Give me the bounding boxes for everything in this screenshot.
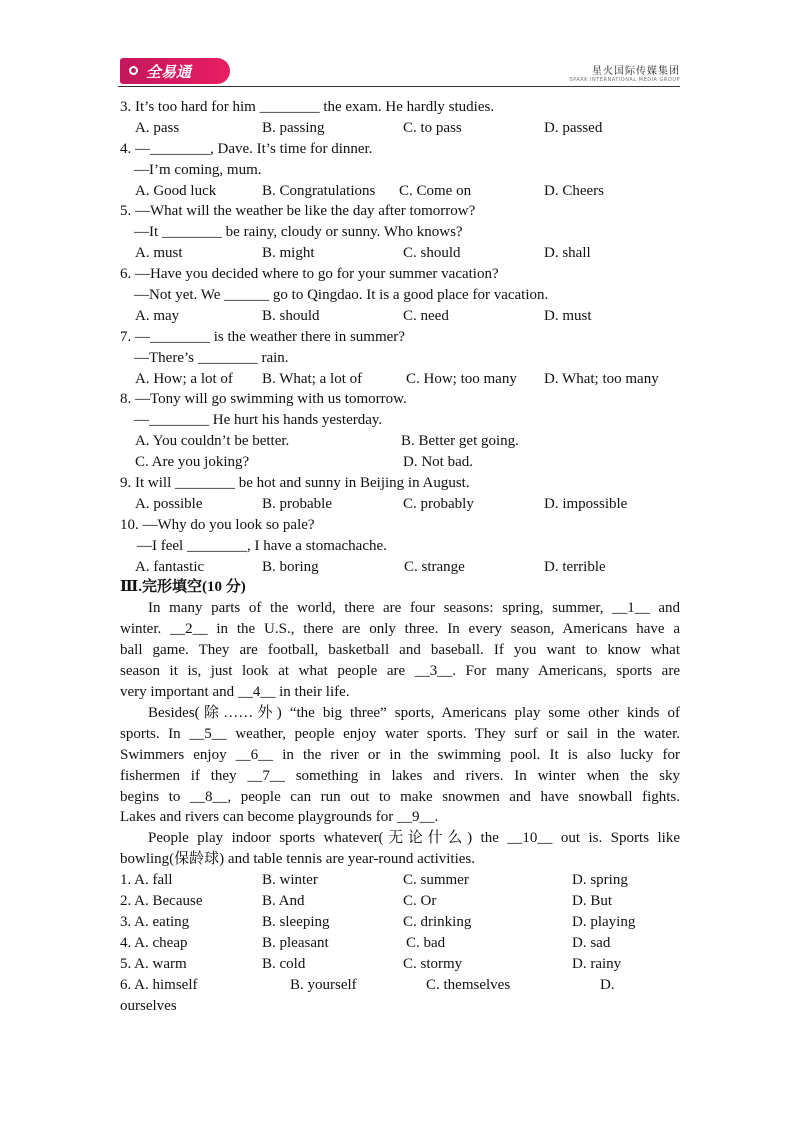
option-row <box>120 369 680 390</box>
passage-line: People play indoor sports whatever(无论什么) the __10__ out is. Sports like <box>148 830 680 847</box>
answer-option: B. And <box>262 893 305 910</box>
answer-row <box>120 912 680 933</box>
answer-option: D. <box>600 976 615 993</box>
option: C. to pass <box>403 119 462 136</box>
answer-option: 2. A. Because <box>120 893 203 910</box>
question-stem: 10. —Why do you look so pale? <box>120 516 315 533</box>
option: D. must <box>544 307 592 324</box>
passage-line: winter. __2__ in the U.S., there are only three. In every season, Americans have a <box>120 621 680 638</box>
question-stem: —________ He hurt his hands yesterday. <box>134 412 383 429</box>
question-stem: 8. —Tony will go swimming with us tomorrow. <box>120 391 407 408</box>
option: C. probably <box>403 495 474 512</box>
passage-line: fishermen if they __7__ something in lakes and rivers. In winter when the sky <box>120 767 680 784</box>
option: A. pass <box>135 119 180 136</box>
logo-circle-icon <box>129 66 138 75</box>
option: B. passing <box>262 119 325 136</box>
answer-option: C. stormy <box>403 955 463 972</box>
option-row <box>120 181 680 202</box>
option: B. Better get going. <box>401 433 519 450</box>
question-stem: 5. —What will the weather be like the day after tomorrow? <box>120 203 476 220</box>
answer-option: B. sleeping <box>262 913 330 930</box>
question-stem: 7. —________ is the weather there in summer? <box>120 328 405 345</box>
option: A. possible <box>135 495 203 512</box>
brand-logo <box>120 58 230 84</box>
passage-line: season it is, just look at what people are __3__. For many Americans, sports are <box>120 663 680 680</box>
option: A. How; a lot of <box>135 370 233 387</box>
exercise-content <box>120 97 680 1016</box>
publisher-name-en: SPARK INTERNATIONAL MEDIA GROUP <box>569 77 680 83</box>
question-stem: 3. It’s too hard for him ________ the exam. He hardly studies. <box>120 99 495 115</box>
answer-option: C. bad <box>406 934 446 951</box>
answer-option: 3. A. eating <box>120 913 190 930</box>
option-row <box>120 557 680 578</box>
option: A. You couldn’t be better. <box>135 433 290 450</box>
answer-continuation: ourselves <box>120 997 177 1014</box>
passage-line: sports. In __5__ weather, people enjoy water sports. They surf or sail in the water. <box>120 725 680 742</box>
option: D. terrible <box>544 558 606 575</box>
passage-line: Lakes and rivers can become playgrounds for __9__. <box>120 809 439 826</box>
question-stem: —There’s ________ rain. <box>134 349 289 366</box>
option: B. What; a lot of <box>262 370 363 387</box>
question-stem: —I feel ________, I have a stomachache. <box>137 537 387 554</box>
answer-row <box>120 975 680 996</box>
option: B. might <box>262 245 315 262</box>
page-header <box>120 56 680 88</box>
option: D. What; too many <box>544 370 659 387</box>
option-row <box>120 118 680 139</box>
answer-option: 1. A. fall <box>120 872 173 889</box>
option: C. should <box>403 245 461 262</box>
question-stem: —It ________ be rainy, cloudy or sunny. Who knows? <box>134 224 463 241</box>
answer-option: D. sad <box>572 934 611 951</box>
question-stem: 6. —Have you decided where to go for your summer vacation? <box>120 266 499 283</box>
option-row <box>120 306 680 327</box>
answer-option: 4. A. cheap <box>120 934 188 951</box>
logo-text: 全易通 <box>146 63 192 81</box>
answer-option: D. playing <box>572 913 636 930</box>
passage-line: Swimmers enjoy __6__ in the river or in the swimming pool. It is also lucky for <box>120 746 680 763</box>
answer-option: D. spring <box>572 872 628 889</box>
passage-line: very important and __4__ in their life. <box>120 684 350 700</box>
option: A. may <box>135 307 180 324</box>
answer-option: C. themselves <box>426 976 511 993</box>
answer-row <box>120 870 680 891</box>
passage-line: ball game. They are football, basketball and baseball. If you want to know what <box>120 642 680 659</box>
option: B. boring <box>262 558 319 575</box>
option: A. must <box>135 245 183 262</box>
option: C. strange <box>404 558 465 575</box>
answer-option: 6. A. himself <box>120 976 198 993</box>
answer-option: B. winter <box>262 872 318 889</box>
publisher-name-cn: 星火国际传媒集团 <box>592 66 680 77</box>
question-stem: 9. It will ________ be hot and sunny in Beijing in August. <box>120 475 470 492</box>
option-row <box>120 452 680 473</box>
passage-line: In many parts of the world, there are four seasons: spring, summer, __1__ and <box>148 600 680 617</box>
answer-row <box>120 954 680 975</box>
answer-option: D. rainy <box>572 955 622 972</box>
question-stem: —I’m coming, mum. <box>134 161 262 178</box>
option: B. should <box>262 307 320 324</box>
answer-option: C. drinking <box>403 913 472 930</box>
option: C. How; too many <box>406 370 517 387</box>
header-rule <box>118 86 680 87</box>
option: C. Come on <box>399 182 472 199</box>
answer-option: D. But <box>572 893 613 910</box>
passage-line: begins to __8__, people can run out to make snowmen and have snowball fights. <box>120 788 680 805</box>
answer-option: B. cold <box>262 955 306 972</box>
answer-option: C. Or <box>403 893 437 910</box>
answer-option: B. pleasant <box>262 934 329 951</box>
publisher-mark <box>569 62 680 83</box>
answer-row <box>120 891 680 912</box>
option: D. shall <box>544 245 591 262</box>
option: A. Good luck <box>135 182 217 199</box>
question-stem: —Not yet. We ______ go to Qingdao. It is a good place for vacation. <box>134 287 549 304</box>
answer-row <box>120 933 680 954</box>
section-title: Ⅲ.完形填空(10 分) <box>120 579 246 596</box>
option: D. Cheers <box>544 182 604 199</box>
option-row <box>120 243 680 264</box>
option-row <box>120 494 680 515</box>
option-row <box>120 431 680 452</box>
option: A. fantastic <box>135 558 205 575</box>
option: B. probable <box>262 495 332 512</box>
option: B. Congratulations <box>262 182 376 199</box>
option: D. Not bad. <box>403 454 473 471</box>
option: D. impossible <box>544 495 628 512</box>
passage-line: bowling(保龄球) and table tennis are year-round activities. <box>120 851 476 868</box>
answer-option: C. summer <box>403 872 469 889</box>
answer-option: B. yourself <box>290 976 357 993</box>
answer-option: 5. A. warm <box>120 955 187 972</box>
passage-line: Besides(除……外) “the big three” sports, Americans play some other kinds of <box>148 704 680 721</box>
option: D. passed <box>544 119 603 136</box>
option: C. need <box>403 307 449 324</box>
question-stem: 4. —________, Dave. It’s time for dinner. <box>120 140 373 157</box>
option: C. Are you joking? <box>135 454 250 471</box>
